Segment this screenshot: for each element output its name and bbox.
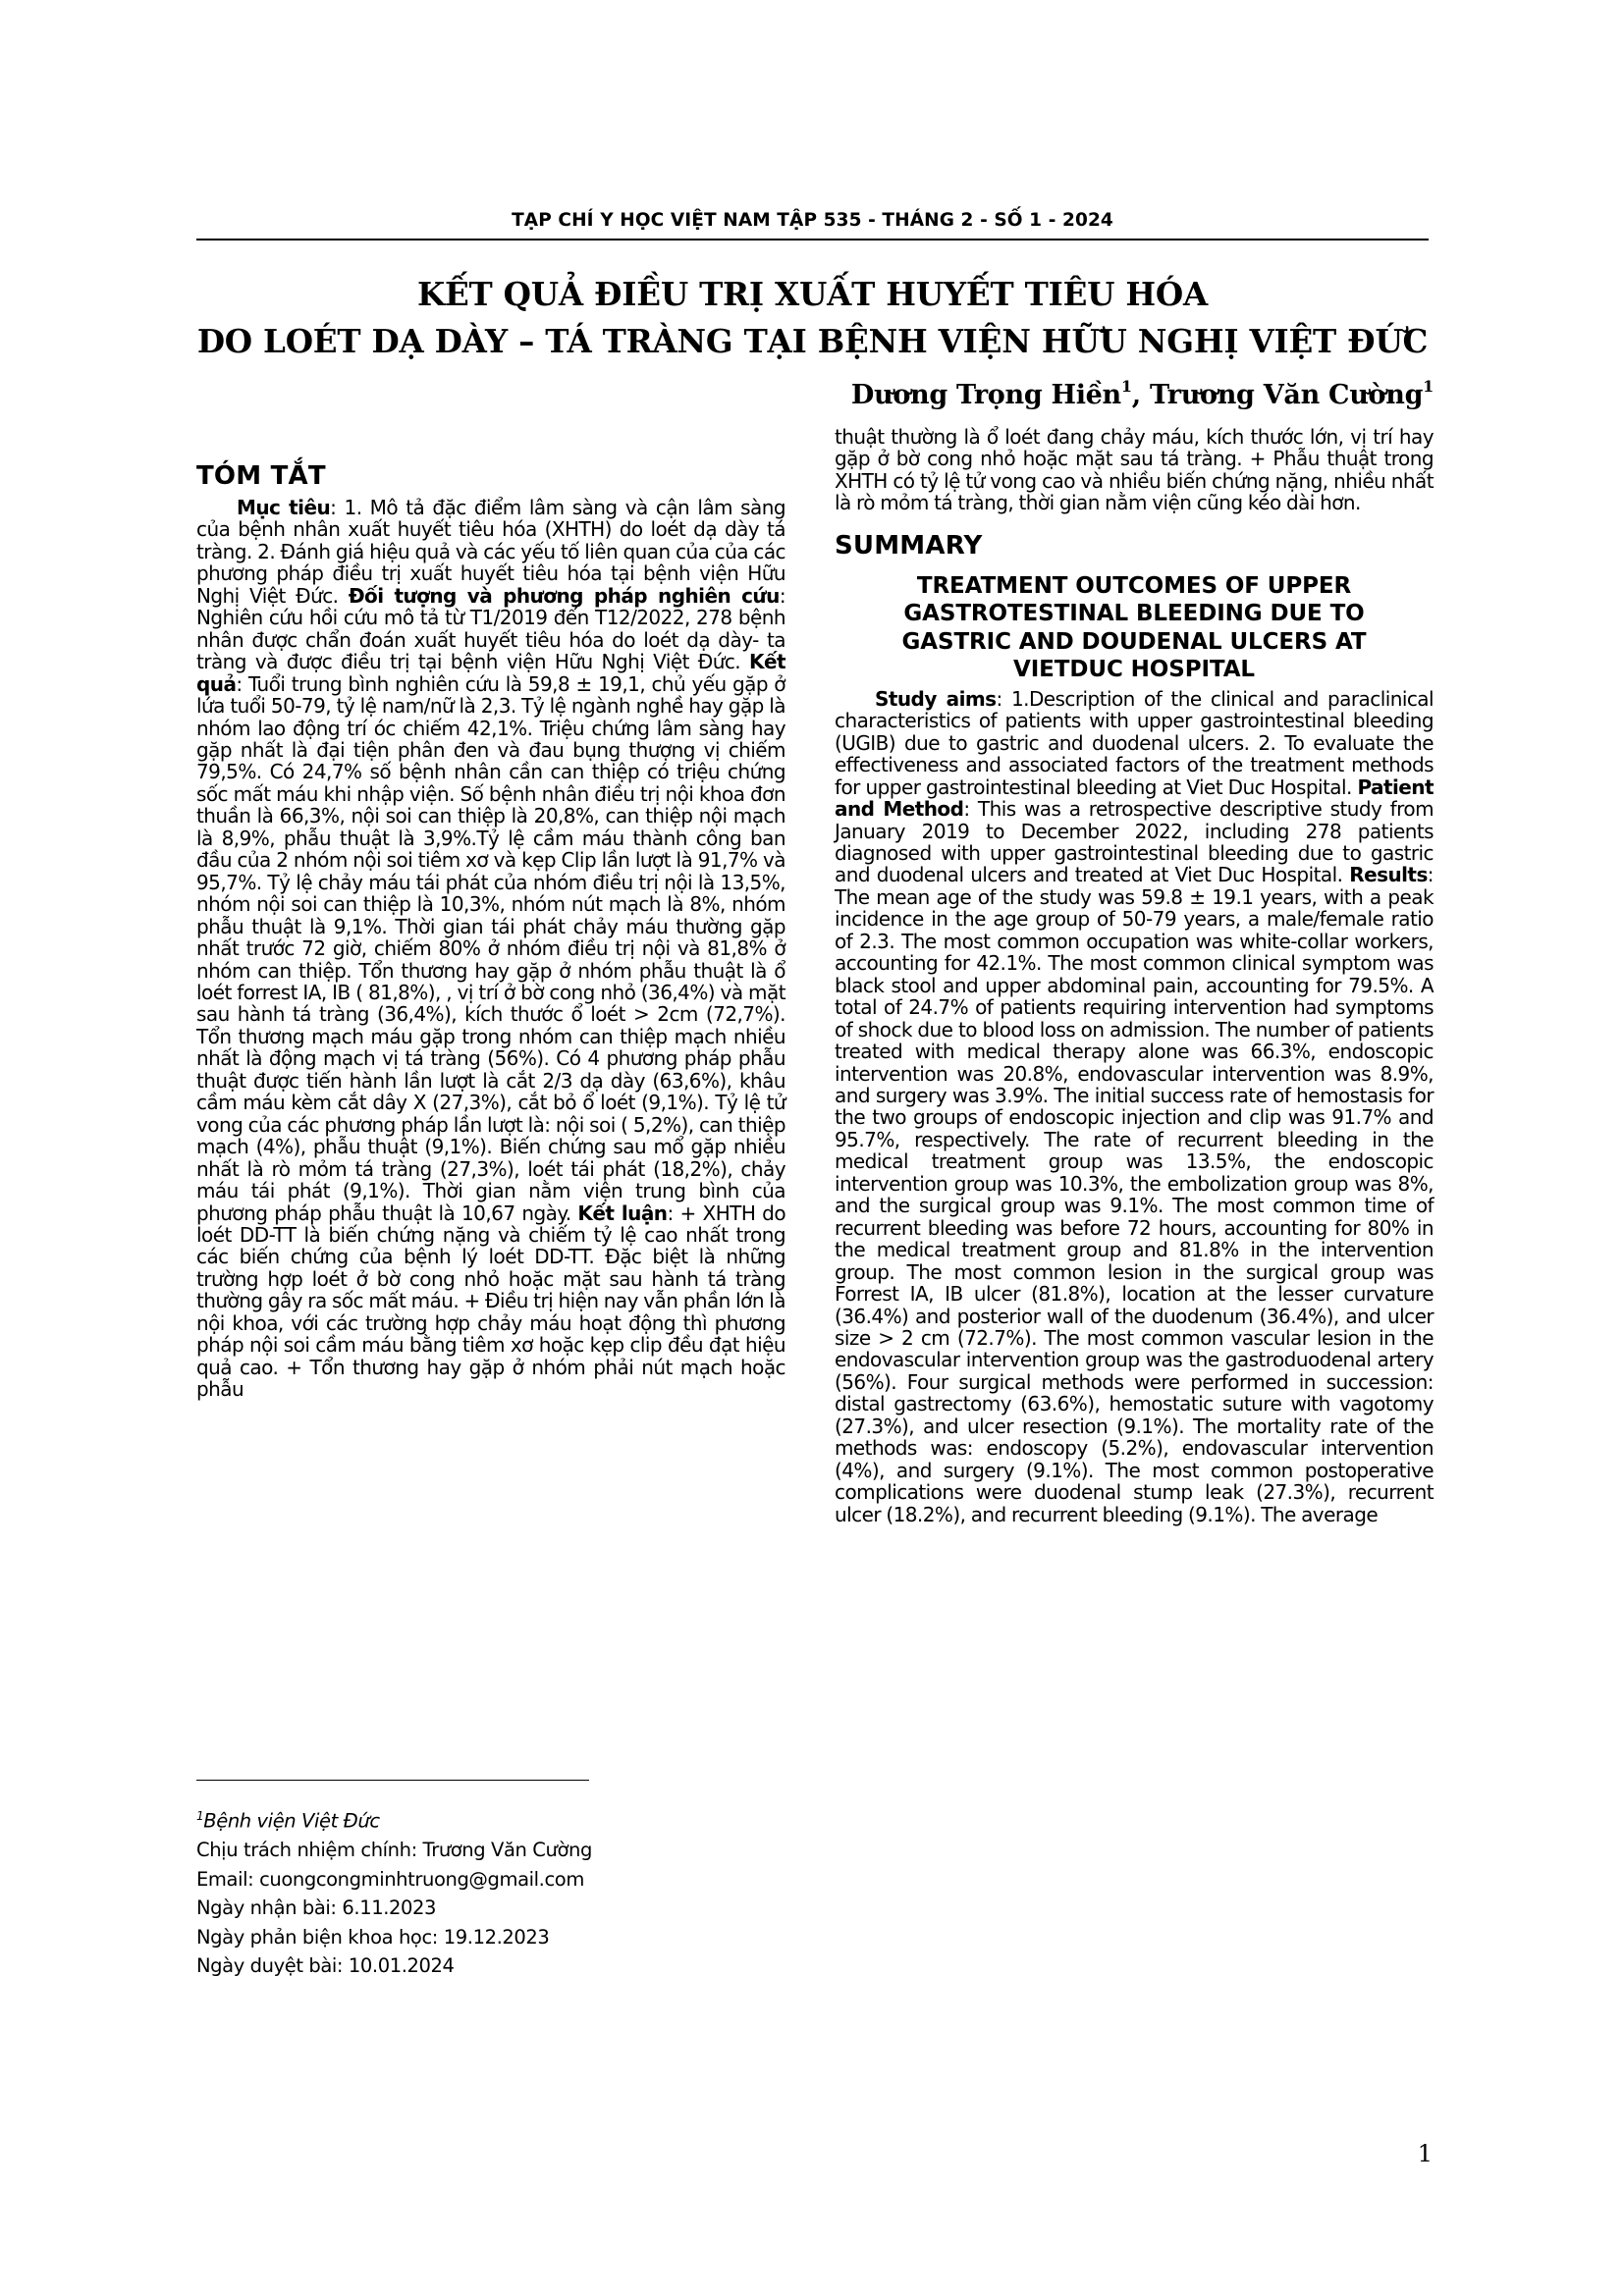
affiliation-text: Bệnh viện Việt Đức [203,1809,380,1833]
summary-heading: SUMMARY [835,530,983,561]
author-affiliation-mark: 1 [1423,377,1434,396]
results-label-en: Results [1349,863,1428,887]
date-reviewed: Ngày phản biện khoa học: 19.12.2023 [196,1925,550,1949]
date-accepted: Ngày duyệt bài: 10.01.2024 [196,1954,455,1977]
abstract-body-vi [196,497,785,1401]
results-text-en: : The mean age of the study was 59.8 ± 19.1 years, with a peak incidence in the age group of 50-79 years, a male/female ratio of 2.3. The most common occupation was white-collar workers, accounting for 42.1%. The most common clinical symptom was black stool and upper abdominal pain, accounting for 79.5%. A total of 24.7% of patients requiring intervention had symptoms of shock due to blood loss on admission. The number of patients treated with medical therapy alone was 66.3%, endoscopic intervention was 20.8%, endovascular intervention was 8.9%, and surgery was 3.9%. The initial success rate of hemostasis for the two groups of endoscopic injection and clip was 91.7% and 95.7%, respectively. The rate of recurrent bleeding in the medical treatment group was 13.5%, the endoscopic intervention group was 10.3%, the embolization group was 8%, and the surgical group was 9.1%. The most common time of recurrent bleeding was before 72 hours, accounting for 80% in the medical treatment group and 81.8% in the intervention group. The most common lesion in the surgical group was Forrest IA, IB ulcer (81.8%), location at the lesser curvature (36.4%) and posterior wall of the duodenum (36.4%), and ulcer size > 2 cm (72.7%). The most common vascular lesion in the endovascular intervention group was the gastroduodenal artery (56%). Four surgical methods were performed in succession: distal gastrectomy (63.6%), hemostatic suture with vagotomy (27.3%), and ulcer resection (9.1%). The mortality rate of the methods was: endoscopy (5.2%), endovascular intervention (4%), and surgery (9.1%). The most common postoperative complications were duodenal stump leak (27.3%), recurrent ulcer (18.2%), and recurrent bleeding (9.1%). The average [835,863,1434,1526]
journal-running-header: TẠP CHÍ Y HỌC VIỆT NAM TẬP 535 - THÁNG 2 - SỐ 1 - 2024 [512,210,1113,231]
footnotes [196,1802,785,1981]
corresponding-author: Chịu trách nhiệm chính: Trương Văn Cường [196,1839,592,1861]
english-title-line: GASTROTESTINAL BLEEDING DUE TO [903,601,1365,627]
contact-email: Email: cuongcongminhtruong@gmail.com [196,1867,584,1891]
abstract-continuation-vi: thuật thường là ổ loét đang chảy máu, kích thước lớn, vị trí hay gặp ở bờ cong nhỏ hoặc mặt sau tá tràng. + Phẫu thuật trong XHTH có tỷ lệ tử vong cao và nhiều biến chứng nặng, nhiều nhất là rò mỏm tá tràng, thời gian nằm viện cũng kéo dài hơn. [835,425,1434,515]
author-list [851,379,1434,410]
footnote-rule [196,1780,589,1781]
header-rule [196,239,1429,240]
conclusion-text: : + XHTH do loét DD-TT là biến chứng nặng và chiếm tỷ lệ cao nhất trong các biến chứng của bệnh lý loét DD-TT. Đặc biệt là những trường hợp loét ở bờ cong nhỏ hoặc mặt sau hành tá tràng thường gây ra sốc mất máu. + Điều trị hiện nay vẫn phần lớn là nội khoa, với các trường hợp chảy máu hoạt động thì phương pháp nội soi cầm máu bằng tiêm xơ hoặc kẹp clip đều đạt hiệu quả cao. + Tổn thương hay gặp ở nhóm phải nút mạch hoặc phẫu [196,1201,786,1402]
date-received: Ngày nhận bài: 6.11.2023 [196,1896,437,1919]
english-title-line: VIETDUC HOSPITAL [1013,657,1255,683]
author-name: Trương Văn Cường [1149,380,1424,410]
paper-title [157,271,1468,365]
page-number: 1 [1417,2140,1433,2167]
title-line-1: KẾT QUẢ ĐIỀU TRỊ XUẤT HUYẾT TIÊU HÓA [416,275,1209,313]
study-aims-text: : 1.Description of the clinical and paraclinical characteristics of patients with upper gastrointestinal bleeding (UGIB) due to gastric and duodenal ulcers. 2. To evaluate the effectiveness and associated factors of the treatment methods for upper gastrointestinal bleeding at Viet Duc Hospital. [835,686,1434,799]
affiliation-footnote [196,1802,785,1836]
patient-method-text: : This was a retrospective descriptive study from January 2019 to December 2022, including 278 patients diagnosed with upper gastrointestinal bleeding due to gastric and duodenal ulcers and treated at Viet Duc Hospital. [835,797,1434,887]
left-column [196,461,785,1401]
title-line-2: DO LOÉT DẠ DÀY – TÁ TRÀNG TẠI BỆNH VIỆN HỮU NGHỊ VIỆT ĐỨC [196,322,1429,360]
results-text: : Tuổi trung bình nghiên cứu là 59,8 ± 19,1, chủ yếu gặp ở lứa tuổi 50-79, tỷ lệ nam/nữ là 2,3. Tỷ lệ ngành nghề hay gặp là nhóm lao động trí óc chiếm 42,1%. Triệu chứng lâm sàng hay gặp nhất là đại tiện phân đen và đau bụng thượng vị chiếm 79,5%. Có 24,7% số bệnh nhân cần can thiệp có triệu chứng sốc mất máu khi nhập viện. Số bệnh nhân điều trị nội khoa đơn thuần là 66,3%, nội soi can thiệp là 20,8%, can thiệp nội mạch là 8,9%, phẫu thuật là 3,9%.Tỷ lệ cầm máu thành công ban đầu của 2 nhóm nội soi tiêm xơ và kẹp Clip lần lượt là 91,7% và 95,7%. Tỷ lệ chảy máu tái phát của nhóm điều trị nội là 13,5%, nhóm nội soi can thiệp là 10,3%, nhóm nút mạch là 8%, nhóm phẫu thuật là 9,1%. Thời gian tái phát chảy máu thường gặp nhất trước 72 giờ, chiếm 80% ở nhóm điều trị nội và 81,8% ở nhóm can thiệp. Tổn thương hay gặp ở nhóm phẫu thuật là ổ loét forrest IA, IB ( 81,8%), , vị trí ở bờ cong nhỏ (36,4%) và mặt sau hành tá tràng (36,4%), kích thước ổ loét > 2cm (72,7%). Tổn thương mạch máu gặp trong nhóm can thiệp mạch nhiều nhất là động mạch vị tá tràng (56%). Có 4 phương pháp phẫu thuật được tiến hành lần lượt là cắt 2/3 dạ dày (63,6%), khâu cầm máu kèm cắt dây X (27,3%), cắt bỏ ổ loét (9,1%). Tỷ lệ tử vong của các phương pháp lần lượt là: nội soi ( 5,2%), can thiệp mạch (4%), phẫu thuật (9,1%). Biến chứng sau mổ gặp nhiều nhất là rò mỏm tá tràng (27,3%), loét tái phát (18,2%), chảy máu tái phát (9,1%). Thời gian nằm viện trung bình của phương pháp phẫu thuật là 10,67 ngày. [196,671,785,1225]
english-title-line: TREATMENT OUTCOMES OF UPPER [916,572,1352,599]
methods-text: : Nghiên cứu hồi cứu mô tả từ T1/2019 đến T12/2022, 278 bệnh nhân được chẩn đoán xuất huyết tiêu hóa do loét dạ dày- ta tràng và được điều trị tại bệnh viện Hữu Nghị Việt Đức. [196,583,786,674]
author-separator: , [1131,380,1150,410]
author-name: Dương Trọng Hiền [850,380,1121,410]
aims-text: : 1. Mô tả đặc điểm lâm sàng và cận lâm sàng của bệnh nhân xuất huyết tiêu hóa (XHTH) do loét dạ dày tá tràng. 2. Đánh giá hiệu quả và các yếu tố liên quan của của các phương pháp điều trị xuất huyết tiêu hóa tại bệnh viện Hữu Nghị Việt Đức. [196,496,785,608]
abstract-heading-vi: TÓM TẮT [196,461,326,491]
conclusion-label: Kết luận [577,1201,668,1225]
english-title [844,572,1424,684]
patient-method-label: Patient and Method [835,774,1434,822]
abstract-body-en [835,688,1434,1525]
author-affiliation-mark: 1 [1120,377,1132,396]
english-title-line: GASTRIC AND DOUDENAL ULCERS AT [901,628,1367,655]
right-column [835,426,1434,1525]
methods-label: Đối tượng và phương pháp nghiên cứu [348,583,780,608]
results-label: Kết quả [196,650,785,696]
affiliation-number: 1 [196,1809,204,1823]
study-aims-label: Study aims [875,686,997,711]
aims-label: Mục tiêu [237,496,331,519]
